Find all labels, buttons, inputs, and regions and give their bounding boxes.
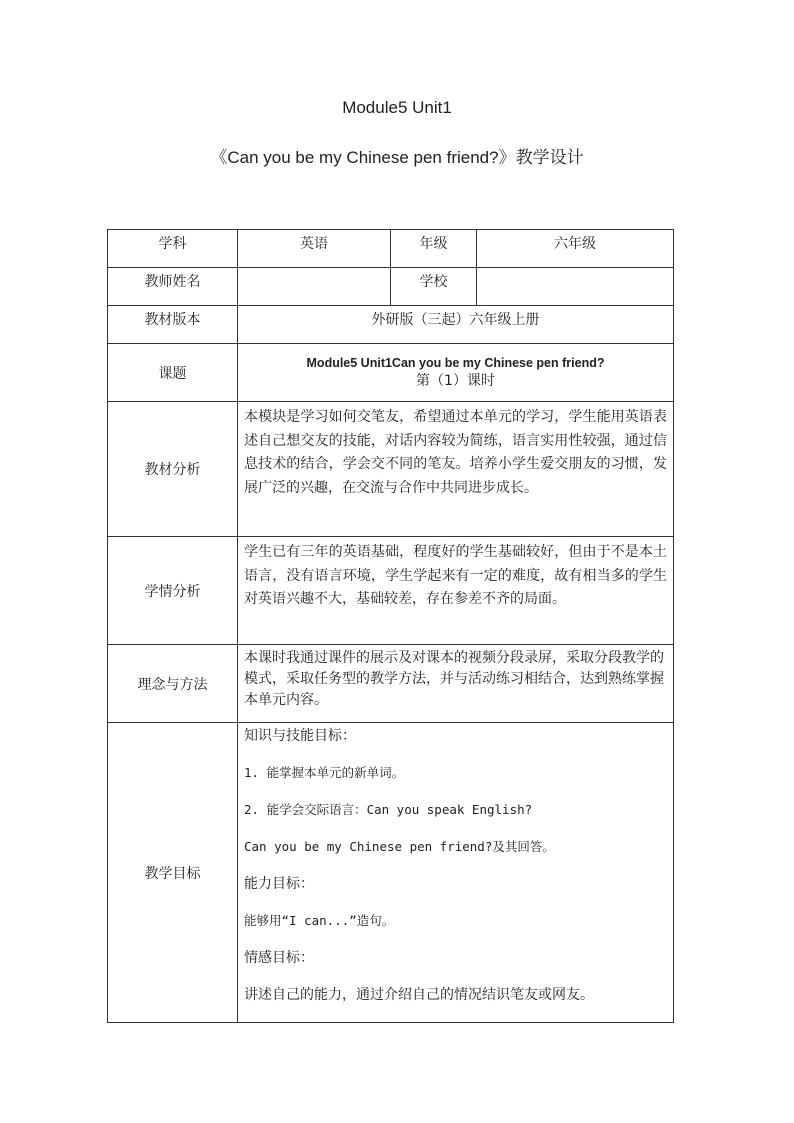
subject-label: 学科 — [108, 230, 238, 268]
grade-label: 年级 — [391, 230, 477, 268]
school-label: 学校 — [391, 268, 477, 306]
goal-line: 能力目标： — [244, 876, 314, 892]
material-text: 本模块是学习如何交笔友，希望通过本单元的学习，学生能用英语表述自己想交友的技能，对话内容较为简练，语言实用性较强，通过信息技术的结合，学会交不同的笔友。培养小学生爱交朋友的习惯，发展广泛的兴趣，在交流与合作中共同进步成长。 — [238, 402, 674, 537]
table-row — [108, 723, 674, 1023]
goal-line: 2. 能学会交际语言：Can you speak English? — [244, 802, 533, 817]
teacher-label: 教师姓名 — [108, 268, 238, 306]
subject-value: 英语 — [238, 230, 391, 268]
table-row — [108, 344, 674, 402]
goals-label: 教学目标 — [108, 723, 238, 1023]
method-label: 理念与方法 — [108, 645, 238, 723]
goals-content — [238, 723, 674, 1023]
table-row — [108, 230, 674, 268]
topic-line1: Module5 Unit1Can you be my Chinese pen friend? — [306, 355, 605, 370]
table-row — [108, 402, 674, 537]
method-text: 本课时我通过课件的展示及对课本的视频分段录屏，采取分段教学的模式，采取任务型的教学方法，并与活动练习相结合，达到熟练掌握本单元内容。 — [238, 645, 674, 723]
goal-line: 知识与技能目标： — [244, 728, 356, 744]
school-value — [477, 268, 674, 306]
goal-line: Can you be my Chinese pen friend?及其回答。 — [244, 839, 555, 854]
student-label: 学情分析 — [108, 537, 238, 645]
topic-value — [238, 344, 674, 402]
topic-line2: 第（1）课时 — [416, 372, 495, 389]
goal-line: 讲述自己的能力，通过介绍自己的情况结识笔友或网友。 — [244, 987, 594, 1003]
table-row — [108, 537, 674, 645]
lesson-plan-table — [107, 229, 674, 1023]
document-title-line1: Module5 Unit1 — [342, 98, 452, 117]
goal-line: 情感目标： — [244, 950, 314, 966]
teacher-value — [238, 268, 391, 306]
table-row — [108, 306, 674, 344]
topic-label: 课题 — [108, 344, 238, 402]
edition-label: 教材版本 — [108, 306, 238, 344]
document-title-line2: 《Can you be my Chinese pen friend?》教学设计 — [210, 148, 584, 167]
goal-line: 能够用“I can...”造句。 — [244, 913, 395, 928]
table-row — [108, 268, 674, 306]
edition-value: 外研版（三起）六年级上册 — [238, 306, 674, 344]
goal-line: 1. 能掌握本单元的新单词。 — [244, 765, 405, 780]
student-text: 学生已有三年的英语基础，程度好的学生基础较好，但由于不是本土语言，没有语言环境，学生学起来有一定的难度，故有相当多的学生对英语兴趣不大，基础较差，存在参差不齐的局面。 — [238, 537, 674, 645]
grade-value: 六年级 — [477, 230, 674, 268]
table-row — [108, 645, 674, 723]
material-label: 教材分析 — [108, 402, 238, 537]
